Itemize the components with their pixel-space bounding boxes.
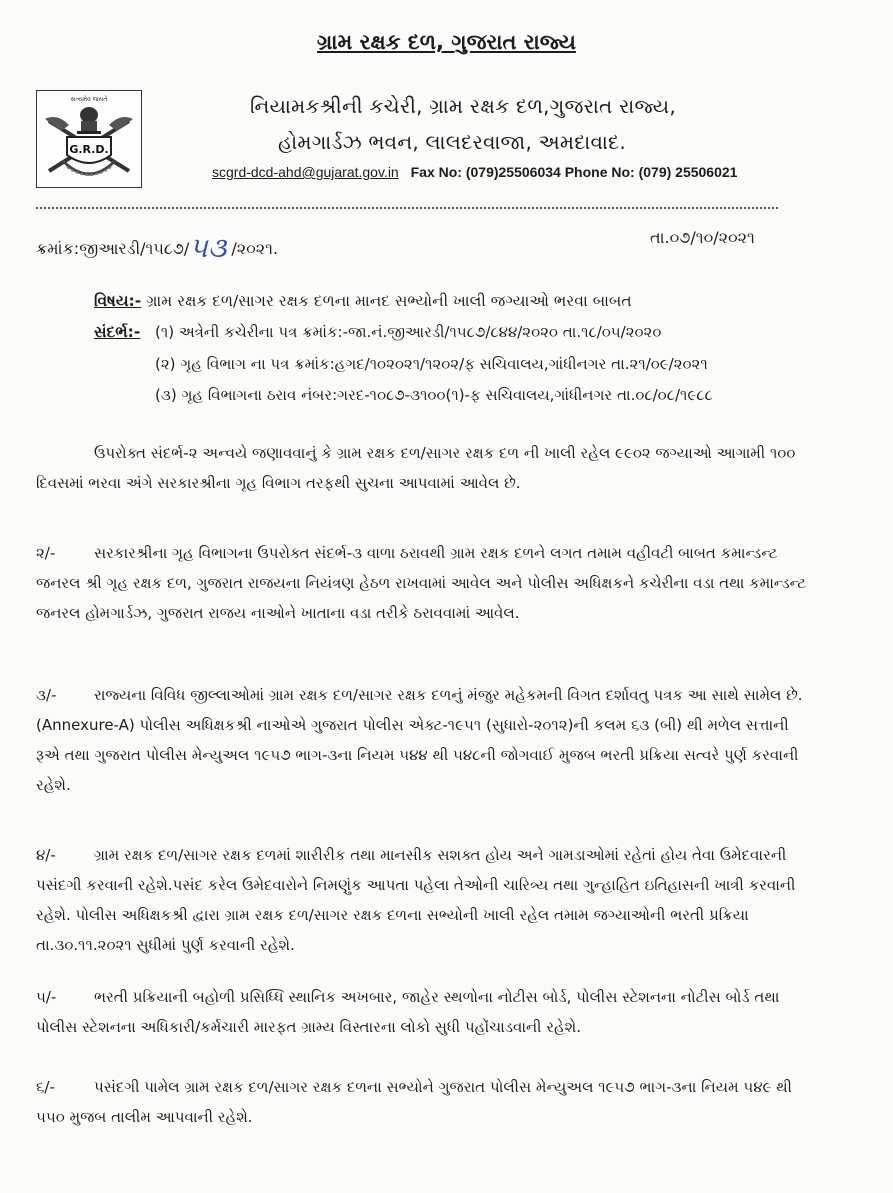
reference-item: (૧) અત્રેની કચેરીના પત્ર ક્રમાંક:-જા.નં.જીઆરડી/૧૫૮૭/૮૪૪/૨૦૨૦ તા.૧૮/૦૫/૨૦૨૦ xyxy=(155,323,662,341)
emblem-caption: સત્યમેવ જયતે xyxy=(70,96,108,103)
reference-date: તા.૦૭/૧૦/૨૦૨૧ xyxy=(650,228,755,247)
paragraph-1: ઉપરોક્ત સંદર્ભ-૨ અન્વયે જણાવવાનું કે ગ્રામ રક્ષક દળ/સાગર રક્ષક દળ ની ખાલી રહેલ ૯૯૦૨ જગ્યાઓ આગામી ૧૦૦ દિવસમાં ભરવા અંગે સરકારશ્રીના ગૃહ વિભાગ તરફથી સુચના આપવામાં આવેલ છે. xyxy=(36,444,796,492)
paragraph-3: ૩/- રાજ્યના વિવિધ જીલ્લાઓમાં ગ્રામ રક્ષક દળ/સાગર રક્ષક દળનું મંજુર મહેકમની વિગત દર્શાવતુ પત્રક આ સાથે સામેલ છે. (Annexure-A) પોલીસ અધિક્ષકશ્રી નાઓએ ગુજરાત પોલીસ એક્ટ-૧૯૫૧ (સુધારો-૨૦૧૨)ની કલમ ૬૩ (બી) થી મળેલ સત્તાની રૂએ તથા ગુજરાત પોલીસ મેન્યુઅલ ૧૯૫૭ ભાગ-૩ના નિયમ ૫૪૪ થી ૫૪૮ની જોગવાઈ મુજબ ભરતી પ્રક્રિયા સત્વરે પુર્ણ કરવાની રહેશે. xyxy=(36,686,803,794)
email-link[interactable]: scgrd-dcd-ahd@gujarat.gov.in xyxy=(212,164,399,180)
references-label: સંદર્ભ:- xyxy=(94,323,141,341)
subject-label: વિષય:- xyxy=(94,292,142,310)
paragraph-5: ૫/- ભરતી પ્રક્રિયાની બહોળી પ્રસિધ્ધિ સ્થાનિક અખબાર, જાહેર સ્થળોના નોટીસ બોર્ડ, પોલીસ સ્ટેશનના નોટીસ બોર્ડ તથા પોલીસ સ્ટેશનના અધિકારી/કર્મચારી મારફત ગ્રામ્ય વિસ્તારના લોકો સુધી પહોંચાડવાની રહેશે. xyxy=(36,988,780,1036)
handwritten-number: ૫૩ xyxy=(189,231,227,264)
document-title: ગ્રામ રક્ષક દળ, ગુજરાત રાજ્ય xyxy=(317,30,576,54)
grd-emblem-logo xyxy=(36,90,142,188)
paragraph-6: ૬/- પસંદગી પામેલ ગ્રામ રક્ષક દળ/સાગર રક્ષક દળના સભ્યોને ગુજરાત પોલીસ મેન્યુઅલ ૧૯૫૭ ભાગ-૩ના નિયમ ૫૪૯ થી ૫૫૦ મુજબ તાલીમ આપવાની રહેશે. xyxy=(36,1078,792,1126)
office-address-line: હોમગાર્ડઝ ભવન, લાલદરવાજા, અમદાવાદ. xyxy=(278,130,626,154)
reference-item: (૩) ગૃહ વિભાગના ઠરાવ નંબર:ગરદ-૧૦૮૭-૩૧૦૦(૧)-ફ સચિવાલય,ગાંધીનગર તા.૦૮/૦૮/૧૯૮૮ xyxy=(155,386,713,404)
subject-line xyxy=(94,292,632,311)
office-name-line: નિયામકશ્રીની કચેરી, ગ્રામ રક્ષક દળ,ગુજરાત રાજ્ય, xyxy=(250,94,676,118)
subject-text: ગ્રામ રક્ષક દળ/સાગર રક્ષક દળના માનદ સભ્યોની ખાલી જગ્યાઓ ભરવા બાબત xyxy=(146,292,632,310)
contact-line xyxy=(212,164,737,180)
reference-item: (૨) ગૃહ વિભાગ ના પત્ર ક્રમાંક:હગદ/૧૦૨૦૨૧/૧૨૦૨/ફ સચિવાલય,ગાંધીનગર તા.૨૧/૦૯/૨૦૨૧ xyxy=(155,355,708,373)
reference-number: ક્રમાંક:જીઆરડી/૧૫૮૭/૫૩ /૨૦૨૧. xyxy=(36,231,279,264)
emblem-initials: G.R.D. xyxy=(69,143,109,156)
paragraph-2: ૨/- સરકારશ્રીના ગૃહ વિભાગના ઉપરોક્ત સંદર્ભ-૩ વાળા ઠરાવથી ગ્રામ રક્ષક દળને લગત તમામ વહીવટી બાબત કમાન્ડન્ટ જનરલ શ્રી ગૃહ રક્ષક દળ, ગુજરાત રાજયના નિયંત્રણ હેઠળ રાખવામાં આવેલ અને પોલીસ અધિક્ષકને કચેરીના વડા તથા કમાન્ડન્ટ જનરલ હોમગાર્ડઝ, ગુજરાત રાજય નાઓને ખાતાના વડા તરીકે ઠરાવવામાં આવેલ. xyxy=(36,544,806,622)
paragraph-4: ૪/- ગ્રામ રક્ષક દળ/સાગર રક્ષક દળમાં શારીરીક તથા માનસીક સશક્ત હોય અને ગામડાઓમાં રહેતાં હોય તેવા ઉમેદવારની પસંદગી કરવાની રહેશે.પસંદ કરેલ ઉમેદવારોને નિમણુંક આપતા પહેલા તેઓની ચારિત્ર્ય તથા ગુન્હાહિત ઇતિહાસની ખાત્રી કરવાની રહેશે. પોલીસ અધિક્ષકશ્રી દ્વારા ગ્રામ રક્ષક દળ/સાગર રક્ષક દળના સભ્યોની ખાલી રહેલ તમામ જગ્યાઓની ભરતી પ્રક્રિયા તા.૩૦.૧૧.૨૦૨૧ સુધીમાં પુર્ણ કરવાની રહેશે. xyxy=(36,846,796,954)
dotted-divider xyxy=(36,207,778,209)
fax-phone: Fax No: (079)25506034 Phone No: (079) 25506021 xyxy=(410,164,738,180)
ashoka-emblem-icon xyxy=(37,91,141,187)
